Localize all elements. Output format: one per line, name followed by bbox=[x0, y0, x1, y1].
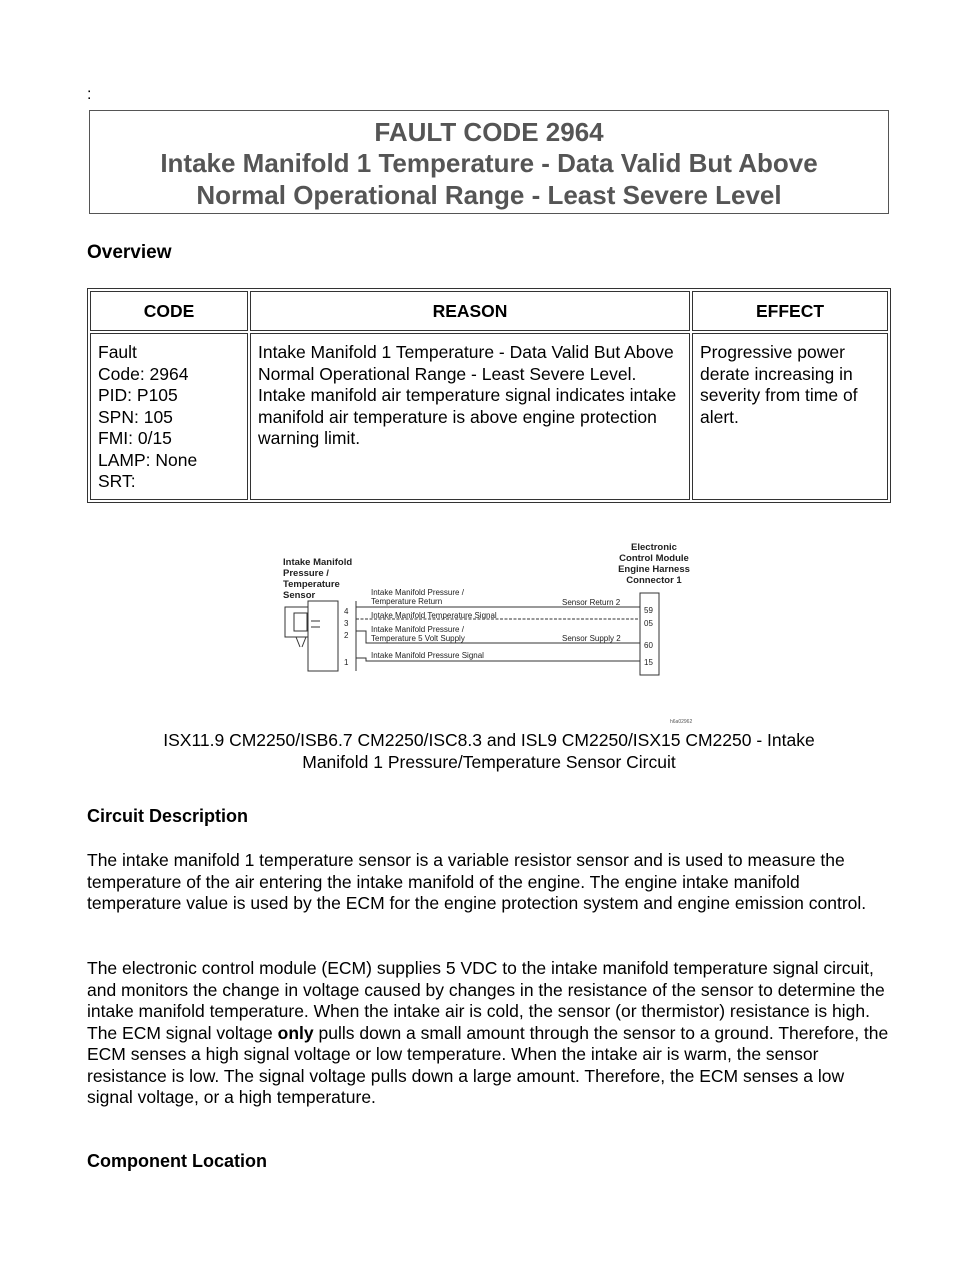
sensor-label-line: Sensor bbox=[283, 590, 316, 601]
ecm-wire-label: Sensor Return 2 bbox=[562, 598, 621, 607]
sensor-label-line: Temperature bbox=[283, 579, 340, 590]
fault-subtitle-line-1: Intake Manifold 1 Temperature - Data Valid But Above bbox=[160, 148, 818, 178]
wire-label: Intake Manifold Pressure / bbox=[371, 625, 464, 634]
column-header-effect: EFFECT bbox=[692, 291, 888, 331]
ecm-label-line: Electronic bbox=[631, 542, 677, 553]
page-marker: : bbox=[87, 86, 92, 103]
column-header-code: CODE bbox=[90, 291, 248, 331]
sensor-label-line: Intake Manifold bbox=[283, 557, 353, 568]
table-row bbox=[90, 333, 888, 500]
circuit-paragraph-2 bbox=[87, 958, 893, 1109]
wire-label: Temperature 5 Volt Supply bbox=[371, 634, 465, 643]
code-line: Code: 2964 bbox=[98, 363, 189, 384]
wire-label: Intake Manifold Pressure Signal bbox=[371, 651, 484, 660]
ecm-pin-number: 15 bbox=[644, 658, 653, 667]
fault-title-box bbox=[89, 110, 889, 214]
code-line: FMI: 0/15 bbox=[98, 428, 172, 448]
ecm-pin-number: 60 bbox=[644, 641, 653, 650]
sensor-circuit-diagram bbox=[270, 535, 710, 730]
wire-label: Intake Manifold Temperature Signal bbox=[371, 611, 497, 620]
wire-label: Intake Manifold Pressure / bbox=[371, 588, 464, 597]
ecm-pin-number: 59 bbox=[644, 606, 653, 615]
code-line: SPN: 105 bbox=[98, 406, 173, 427]
sensor-pin-number: 4 bbox=[344, 607, 349, 616]
code-line: SRT: bbox=[98, 471, 136, 491]
code-cell bbox=[90, 333, 248, 500]
overview-heading: Overview bbox=[87, 242, 172, 263]
reason-cell: Intake Manifold 1 Temperature - Data Valid But Above Normal Operational Range - Least Severe Level. Intake manifold air temperature signal indicates intake manifold air temperature is above engine protection warning limit. bbox=[250, 333, 690, 500]
emphasis-text: only bbox=[277, 1022, 314, 1043]
ecm-label-line: Connector 1 bbox=[626, 575, 682, 586]
effect-cell: Progressive power derate increasing in severity from time of alert. bbox=[692, 333, 888, 500]
ecm-wire-label: Sensor Supply 2 bbox=[562, 634, 621, 643]
code-line: Fault bbox=[98, 342, 137, 362]
table-header-row bbox=[90, 291, 888, 331]
ecm-pin-number: 05 bbox=[644, 619, 653, 628]
sensor-pin-number: 1 bbox=[344, 658, 349, 667]
fault-subtitle-line-2: Normal Operational Range - Least Severe Level bbox=[196, 180, 782, 210]
caption-line-1: ISX11.9 CM2250/ISB6.7 CM2250/ISC8.3 and ISL9 CM2250/ISX15 CM2250 - Intake bbox=[163, 730, 815, 750]
overview-table bbox=[87, 288, 891, 503]
paragraph-text: The electronic control module (ECM) supplies 5 VDC to the intake manifold temperature signal circuit, and monitors the change in voltage caused by changes in the resistance of the sensor to determine the intake manifold temperature. When the intake air is cold, the sensor (or thermistor) resistance is high. The ECM signal voltage bbox=[87, 958, 885, 1043]
column-header-reason: REASON bbox=[250, 291, 690, 331]
diagram-caption bbox=[87, 729, 891, 773]
sensor-connector-shape bbox=[285, 601, 338, 671]
component-location-heading: Component Location bbox=[87, 1151, 267, 1171]
sensor-pin-number: 3 bbox=[344, 619, 349, 628]
circuit-paragraph-1: The intake manifold 1 temperature sensor is a variable resistor sensor and is used to measure the temperature of the air entering the intake manifold of the engine. The engine intake manifold temperature value is used by the ECM for the engine protection system and engine emission control. bbox=[87, 850, 867, 913]
code-line: PID: P105 bbox=[98, 385, 178, 405]
sensor-label-line: Pressure / bbox=[283, 568, 329, 579]
fault-code-title: FAULT CODE 2964 bbox=[374, 117, 604, 147]
caption-line-2: Manifold 1 Pressure/Temperature Sensor Circuit bbox=[302, 752, 676, 772]
circuit-description-heading: Circuit Description bbox=[87, 806, 249, 826]
ecm-label-line: Control Module bbox=[619, 553, 689, 564]
diagram-reference-id: h6a02962 bbox=[670, 719, 693, 725]
ecm-label-line: Engine Harness bbox=[618, 564, 690, 575]
paragraph-text: pulls down a small amount through the sensor to a ground. Therefore, the ECM senses a high signal voltage or low temperature. When the intake air is warm, the sensor resistance is low. The signal voltage pulls down a large amount. Therefore, the ECM senses a low signal voltage, or a high temperature. bbox=[87, 1022, 889, 1107]
wire-label: Temperature Return bbox=[371, 597, 443, 606]
code-line: LAMP: None bbox=[98, 449, 198, 470]
sensor-pin-number: 2 bbox=[344, 631, 349, 640]
